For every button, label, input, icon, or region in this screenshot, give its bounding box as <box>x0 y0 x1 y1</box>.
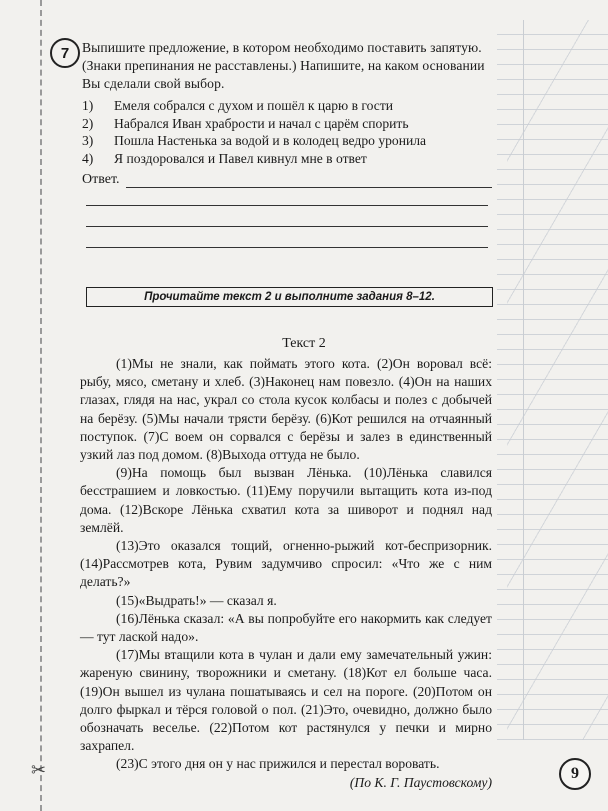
text-paragraph: (23)С этого дня он у нас прижился и перестал воровать. <box>116 756 440 772</box>
answer-line[interactable] <box>86 247 488 248</box>
scissors-icon: ✂ <box>31 760 47 781</box>
cut-line <box>40 0 42 811</box>
option-item: 1) Емеля собрался с духом и пошёл к царю в гости <box>82 98 394 113</box>
task-options <box>82 97 502 167</box>
text-paragraph: (17)Мы втащили кота в чулан и дали ему замечательный ужин: жареную свинину, творожники и сметану. (18)Кот ел больше часа. (19)Он вышел из чулана пошатываясь и сел на пороге. (20)Потом он долго фыркал и тёрся головой о пол. (21)Это, очевидно, должно было обозначать веселье. (22)Потом кот растянулся у печки и мирно захрапел. <box>80 647 492 754</box>
text-paragraph: (13)Это оказался тощий, огненно-рыжий кот-беспризорник. (14)Рассмотрев кота, Рувим задумчиво спросил: «Что же с ним делать?» <box>80 538 492 590</box>
answer-field[interactable] <box>82 172 492 188</box>
answer-line[interactable] <box>86 205 488 206</box>
answer-label: Ответ. <box>82 172 120 187</box>
answer-line[interactable] <box>126 174 492 188</box>
task-prompt: Выпишите предложение, в котором необходимо поставить запятую. (Знаки препинания не расставлены.) Напишите, на каком основании Вы сделали свой выбор. <box>82 40 485 91</box>
option-item: 4) Я поздоровался и Павел кивнул мне в ответ <box>82 150 367 166</box>
instruction-box: Прочитайте текст 2 и выполните задания 8–12. <box>86 287 493 307</box>
page-number: 9 <box>559 758 591 790</box>
reading-text <box>80 355 492 792</box>
text-paragraph: (9)На помощь был вызван Лёнька. (10)Лёнька славился бесстрашием и ловкостью. (11)Ему поручили вытащить кота из-под дома. (12)Вскоре Лёнька схватил кота за шиворот и поднял над землёй. <box>80 465 492 535</box>
text-paragraph: (1)Мы не знали, как поймать этого кота. (2)Он воровал всё: рыбу, мясо, сметану и хлеб. (3)Наконец нам повезло. (4)Он на наших глазах, глядя на нас, украл со стола кусок колбасы и полез с добычей на берёзу. (5)Мы начали трясти берёзу. (6)Кот решился на отчаянный поступок. (7)С воем он сорвался с берёзы и залез в единственный узкий лаз под домом. (8)Выхода оттуда не было. <box>80 356 492 463</box>
option-item: 2) Набрался Иван храбрости и начал с царём спорить <box>82 115 409 131</box>
task-number-badge: 7 <box>50 38 80 68</box>
author-attribution: (По К. Г. Паустовскому) <box>349 774 492 790</box>
answer-line[interactable] <box>86 226 488 227</box>
option-item: 3) Пошла Настенька за водой и в колодец ведро уронила <box>82 133 427 148</box>
text-title: Текст 2 <box>282 336 326 351</box>
text-paragraph: (15)«Выдрать!» — сказал я. <box>116 592 277 608</box>
margin-lined-strip <box>497 20 608 740</box>
text-paragraph: (16)Лёнька сказал: «А вы попробуйте его накормить как следует — тут лаской надо». <box>80 610 492 645</box>
